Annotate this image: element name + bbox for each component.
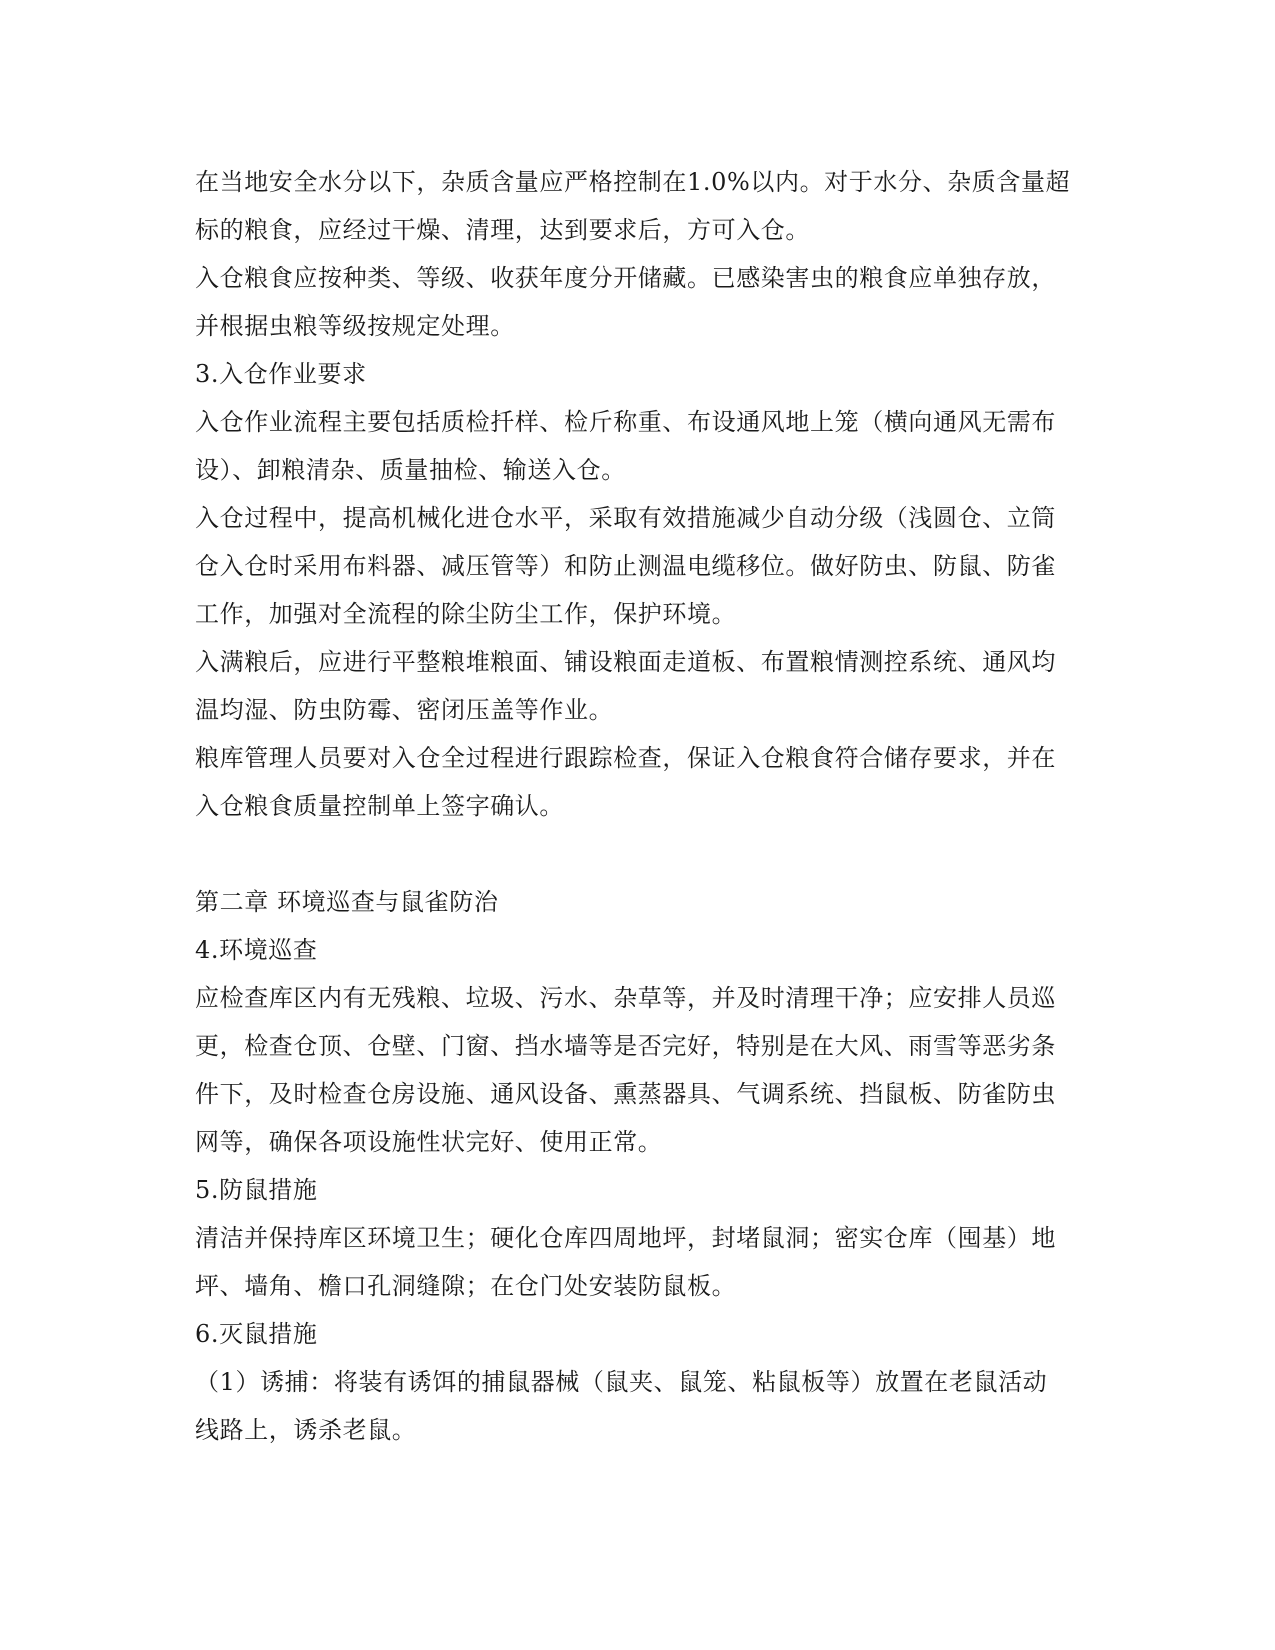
text-line: 粮库管理人员要对入仓全过程进行跟踪检查，保证入仓粮食符合储存要求，并在 — [195, 744, 1056, 772]
blank-line — [195, 830, 1075, 878]
text-line: 工作，加强对全流程的除尘防尘工作，保护环境。 — [195, 600, 737, 628]
paragraph-moisture-impurity — [195, 158, 1075, 254]
paragraph-environment-inspection — [195, 974, 1075, 1166]
text-line: 标的粮食，应经过干燥、清理，达到要求后，方可入仓。 — [195, 216, 810, 244]
text-line: 入仓粮食应按种类、等级、收获年度分开储藏。已感染害虫的粮食应单独存放， — [195, 264, 1056, 292]
section-heading-5: 5.防鼠措施 — [195, 1176, 318, 1204]
section-heading-3: 3.入仓作业要求 — [195, 360, 367, 388]
paragraph-rodent-trapping — [195, 1358, 1075, 1454]
text-line: 更，检查仓顶、仓壁、门窗、挡水墙等是否完好，特别是在大风、雨雪等恶劣条 — [195, 1032, 1056, 1060]
text-line: 入仓过程中，提高机械化进仓水平，采取有效措施减少自动分级（浅圆仓、立筒 — [195, 504, 1056, 532]
paragraph-rodent-prevention — [195, 1214, 1075, 1310]
chapter-title: 第二章 环境巡查与鼠雀防治 — [195, 888, 499, 916]
text-line: 入仓作业流程主要包括质检扦样、检斤称重、布设通风地上笼（横向通风无需布 — [195, 408, 1056, 436]
paragraph-after-full — [195, 638, 1075, 734]
section-heading-4: 4.环境巡查 — [195, 936, 318, 964]
paragraph-storage-separation — [195, 254, 1075, 350]
text-line: 入仓粮食质量控制单上签字确认。 — [195, 792, 564, 820]
paragraph-management-check — [195, 734, 1075, 830]
text-line: 温均湿、防虫防霉、密闭压盖等作业。 — [195, 696, 614, 724]
text-line: 仓入仓时采用布料器、减压管等）和防止测温电缆移位。做好防虫、防鼠、防雀 — [195, 552, 1056, 580]
document-body — [195, 158, 1075, 1454]
text-line: 在当地安全水分以下，杂质含量应严格控制在1.0%以内。对于水分、杂质含量超 — [195, 168, 1071, 196]
text-line: 清洁并保持库区环境卫生；硬化仓库四周地坪，封堵鼠洞；密实仓库（囤基）地 — [195, 1224, 1056, 1252]
text-line: 并根据虫粮等级按规定处理。 — [195, 312, 515, 340]
section-heading-6: 6.灭鼠措施 — [195, 1320, 318, 1348]
text-line: 网等，确保各项设施性状完好、使用正常。 — [195, 1128, 663, 1156]
text-line: 设）、卸粮清杂、质量抽检、输送入仓。 — [195, 456, 626, 484]
text-line: 入满粮后，应进行平整粮堆粮面、铺设粮面走道板、布置粮情测控系统、通风均 — [195, 648, 1056, 676]
paragraph-workflow — [195, 398, 1075, 494]
text-line: 件下，及时检查仓房设施、通风设备、熏蒸器具、气调系统、挡鼠板、防雀防虫 — [195, 1080, 1056, 1108]
paragraph-mechanization — [195, 494, 1075, 638]
text-line: 线路上，诱杀老鼠。 — [195, 1416, 417, 1444]
text-line: 应检查库区内有无残粮、垃圾、污水、杂草等，并及时清理干净；应安排人员巡 — [195, 984, 1056, 1012]
text-line: 坪、墙角、檐口孔洞缝隙；在仓门处安装防鼠板。 — [195, 1272, 737, 1300]
text-line: （1）诱捕：将装有诱饵的捕鼠器械（鼠夹、鼠笼、粘鼠板等）放置在老鼠活动 — [195, 1368, 1048, 1396]
